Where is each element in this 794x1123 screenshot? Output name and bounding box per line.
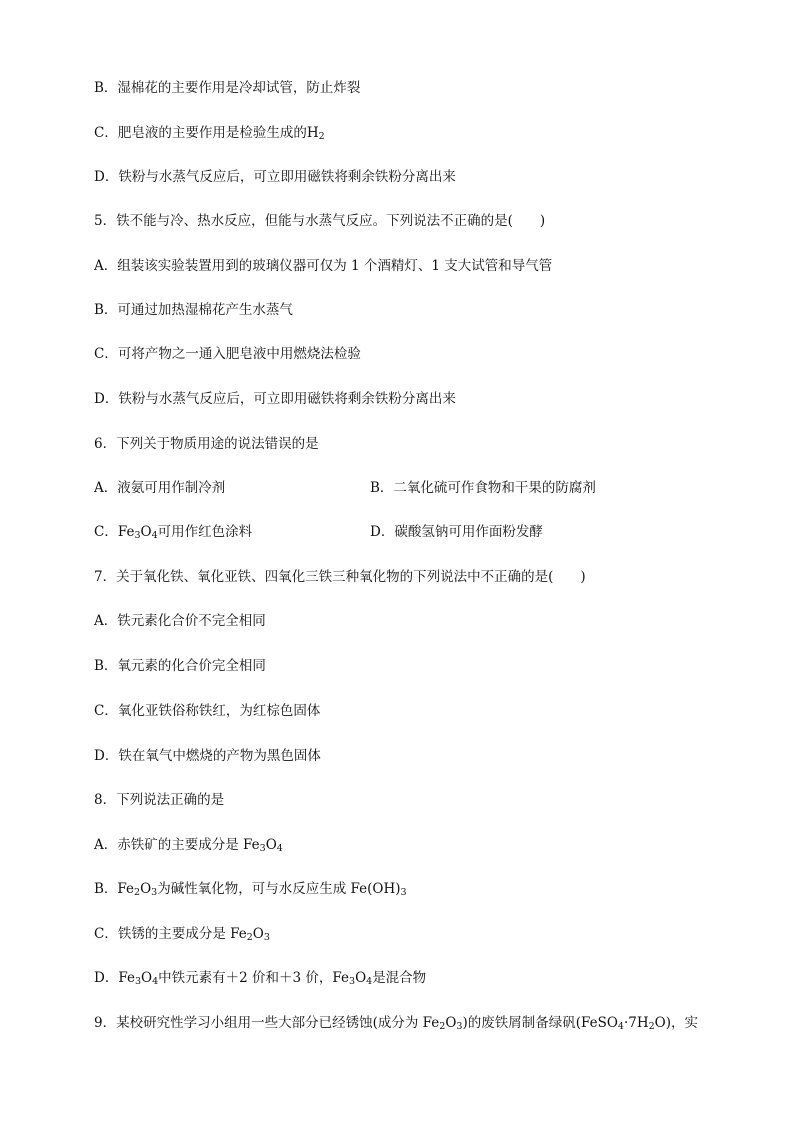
q8-option-c: C．铁锈的主要成分是 $Fe_2O_3$: [94, 926, 270, 943]
question-6: 6．下列关于物质用途的说法错误的是: [94, 436, 319, 452]
line-b-cotton: B．湿棉花的主要作用是冷却试管，防止炸裂: [94, 80, 361, 96]
q5-option-d: D．铁粉与水蒸气反应后，可立即用磁铁将剩余铁粉分离出来: [94, 391, 456, 407]
question-8: 8．下列说法正确的是: [94, 792, 225, 808]
q6-option-d: D．碳酸氢钠可用作面粉发酵: [370, 524, 543, 540]
q5-option-a: A．组装该实验装置用到的玻璃仪器可仅为 1 个酒精灯、1 支大试管和导气管: [94, 258, 553, 274]
q8-option-a: A．赤铁矿的主要成分是 $Fe_3O_4$: [94, 837, 283, 854]
q7-option-d: D．铁在氧气中燃烧的产物为黑色固体: [94, 748, 321, 764]
q7-option-b: B．氧元素的化合价完全相同: [94, 658, 266, 674]
q7-option-c: C．氧化亚铁俗称铁红，为红棕色固体: [94, 703, 321, 719]
question-7: 7．关于氧化铁、氧化亚铁、四氧化三铁三种氧化物的下列说法中不正确的是( ): [94, 569, 586, 585]
q8-option-b: B．$Fe_2O_3$为碱性氧化物，可与水反应生成 $Fe(OH)_3$: [94, 881, 407, 898]
line-d-magnet: D．铁粉与水蒸气反应后，可立即用磁铁将剩余铁粉分离出来: [94, 169, 456, 185]
q6-row-cd: [94, 523, 714, 541]
q6-row-ab: [94, 479, 714, 497]
q5-option-c: C．可将产物之一通入肥皂液中用燃烧法检验: [94, 346, 361, 362]
q6-option-a: A．液氨可用作制冷剂: [94, 480, 226, 496]
line-c-soap: C．肥皂液的主要作用是检验生成的$H_2$: [94, 125, 325, 142]
q5-option-b: B．可通过加热湿棉花产生水蒸气: [94, 302, 293, 318]
q6-option-c: C．$Fe_3O_4$可用作红色涂料: [94, 524, 253, 541]
q7-option-a: A．铁元素化合价不完全相同: [94, 613, 266, 629]
question-5: 5．铁不能与冷、热水反应，但能与水蒸气反应。下列说法不正确的是( ): [94, 213, 546, 229]
question-9: 9．某校研究性学习小组用一些大部分已经锈蚀(成分为 $Fe_2O_3$)的废铁屑制备绿矾$(FeSO_4\cdot 7H_2O)$，实: [94, 1015, 698, 1032]
q8-option-d: D．$Fe_3O_4$中铁元素有＋2 价和＋3 价，$Fe_3O_4$是混合物: [94, 970, 427, 987]
q6-option-b: B．二氧化硫可作食物和干果的防腐剂: [370, 480, 596, 496]
